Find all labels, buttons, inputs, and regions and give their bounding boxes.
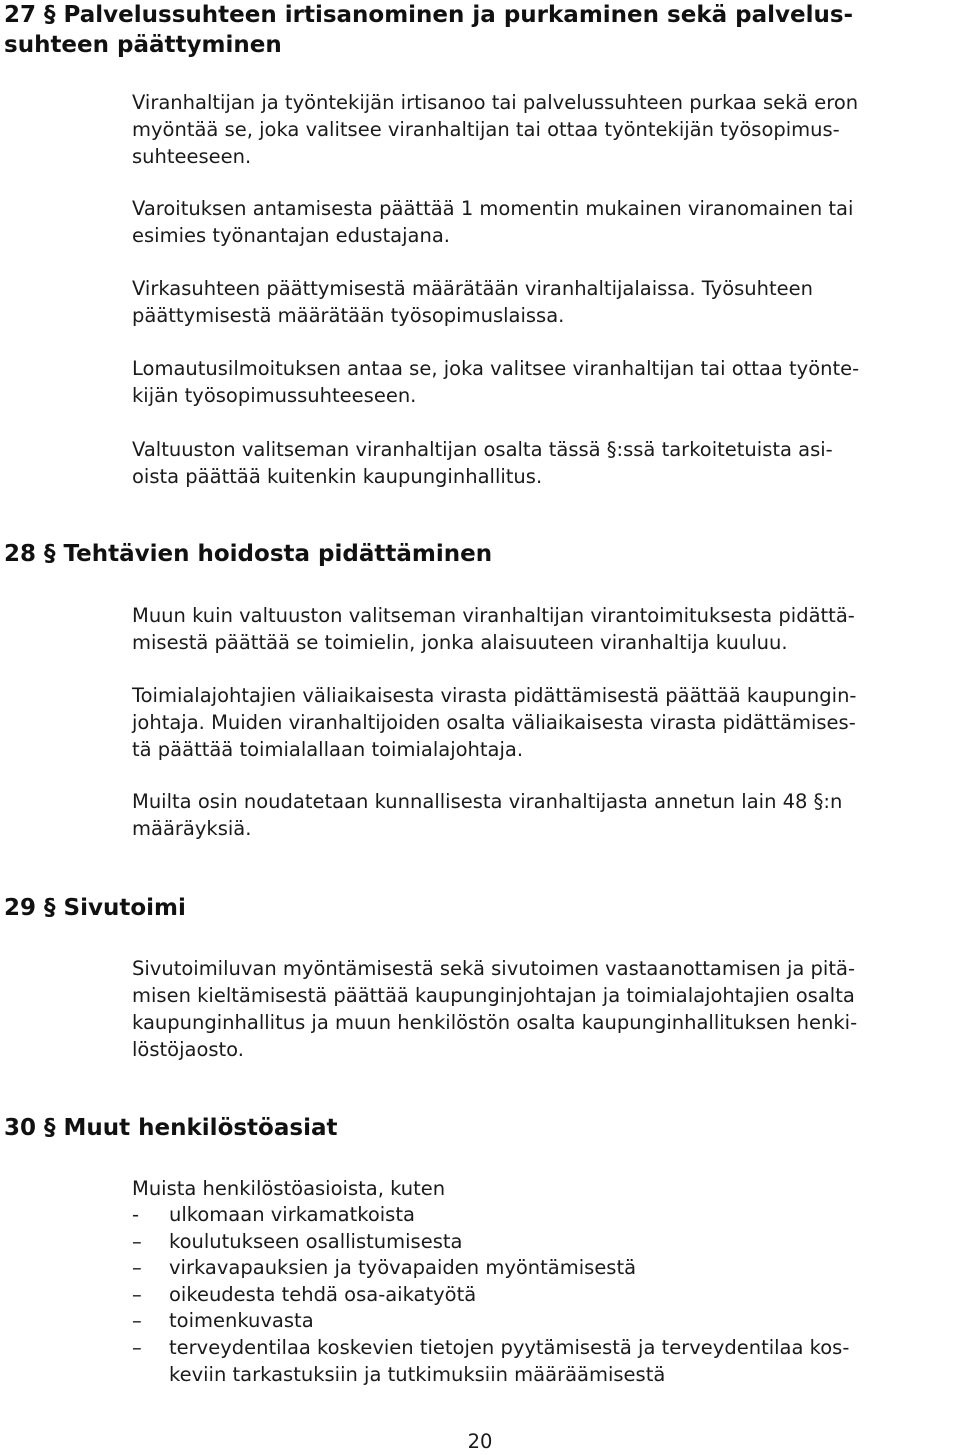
section-27-paragraph-2 bbox=[132, 195, 958, 249]
page-number: 20 bbox=[467, 1430, 493, 1453]
list-item bbox=[132, 1335, 958, 1388]
list-item-text: virkavapauksien ja työvapaiden myöntämisestä bbox=[169, 1256, 637, 1280]
list-item bbox=[132, 1202, 958, 1229]
section-30-intro: Muista henkilöstöasioista, kuten bbox=[132, 1177, 446, 1200]
paragraph-line: myöntää se, joka valitsee viranhaltijan tai ottaa työntekijän työsopimus- bbox=[132, 118, 840, 141]
section-27-paragraph-3 bbox=[132, 275, 958, 329]
list-item-text: oikeudesta tehdä osa-aikatyötä bbox=[169, 1282, 477, 1306]
section-27-paragraph-1 bbox=[132, 89, 958, 170]
list-item-text: koulutukseen osallistumisesta bbox=[169, 1229, 463, 1253]
paragraph-line: misen kieltämisestä päättää kaupunginjohtajan ja toimialajohtajien osalta bbox=[132, 984, 855, 1007]
paragraph-line: kaupunginhallitus ja muun henkilöstön osalta kaupunginhallituksen henki- bbox=[132, 1011, 858, 1034]
list-bullet: – bbox=[132, 1335, 142, 1359]
list-bullet: – bbox=[132, 1229, 142, 1253]
section-29-heading: 29 § Sivutoimi bbox=[4, 895, 186, 921]
paragraph-line: Muun kuin valtuuston valitseman viranhaltijan virantoimituksesta pidättä- bbox=[132, 604, 855, 627]
section-30-list bbox=[132, 1202, 958, 1388]
paragraph-line: Valtuuston valitseman viranhaltijan osalta tässä §:ssä tarkoitetuista asi- bbox=[132, 438, 833, 461]
paragraph-line: suhteeseen. bbox=[132, 145, 252, 168]
section-28-paragraph-1 bbox=[132, 602, 958, 656]
paragraph-line: päättymisestä määrätään työsopimuslaissa. bbox=[132, 304, 565, 327]
list-item bbox=[132, 1255, 958, 1282]
paragraph-line: oista päättää kuitenkin kaupunginhallitus. bbox=[132, 465, 543, 488]
list-item-text: toimenkuvasta bbox=[169, 1309, 314, 1333]
paragraph-line: Lomautusilmoituksen antaa se, joka valitsee viranhaltijan tai ottaa työnte- bbox=[132, 357, 860, 380]
paragraph-line: misestä päättää se toimielin, jonka alaisuuteen viranhaltija kuuluu. bbox=[132, 631, 788, 654]
section-30-heading: 30 § Muut henkilöstöasiat bbox=[4, 1115, 338, 1141]
list-item-text: keviin tarkastuksiin ja tutkimuksiin määräämisestä bbox=[169, 1362, 666, 1386]
paragraph-line: Viranhaltijan ja työntekijän irtisanoo tai palvelussuhteen purkaa sekä eron bbox=[132, 91, 859, 114]
section-29-paragraph-1 bbox=[132, 955, 958, 1063]
section-28-paragraph-2 bbox=[132, 682, 958, 763]
section-27-heading-line-2: suhteen päättyminen bbox=[4, 32, 282, 58]
section-27-heading bbox=[4, 0, 853, 60]
paragraph-line: esimies työnantajan edustajana. bbox=[132, 224, 451, 247]
section-27-heading-line-1: 27 § Palvelussuhteen irtisanominen ja purkaminen sekä palvelus- bbox=[4, 2, 854, 28]
paragraph-line: kijän työsopimussuhteeseen. bbox=[132, 384, 417, 407]
list-bullet: - bbox=[132, 1203, 140, 1226]
paragraph-line: Virkasuhteen päättymisestä määrätään viranhaltijalaissa. Työsuhteen bbox=[132, 277, 814, 300]
list-bullet: – bbox=[132, 1309, 142, 1333]
section-28-paragraph-3 bbox=[132, 788, 958, 842]
paragraph-line: Varoituksen antamisesta päättää 1 momentin mukainen viranomainen tai bbox=[132, 197, 854, 220]
list-item-text: ulkomaan virkamatkoista bbox=[169, 1203, 415, 1226]
paragraph-line: Sivutoimiluvan myöntämisestä sekä sivutoimen vastaanottamisen ja pitä- bbox=[132, 957, 855, 980]
list-item bbox=[132, 1308, 958, 1335]
list-bullet: – bbox=[132, 1282, 142, 1306]
paragraph-line: Toimialajohtajien väliaikaisesta virasta pidättämisestä päättää kaupungin- bbox=[132, 684, 857, 707]
section-27-paragraph-5 bbox=[132, 436, 958, 490]
paragraph-line: löstöjaosto. bbox=[132, 1038, 244, 1061]
section-28-heading: 28 § Tehtävien hoidosta pidättäminen bbox=[4, 541, 493, 567]
paragraph-line: Muilta osin noudatetaan kunnallisesta viranhaltijasta annetun lain 48 §:n bbox=[132, 790, 843, 813]
paragraph-line: tä päättää toimialallaan toimialajohtaja. bbox=[132, 738, 524, 761]
paragraph-line: määräyksiä. bbox=[132, 817, 252, 840]
list-bullet: – bbox=[132, 1256, 142, 1280]
list-item bbox=[132, 1282, 958, 1309]
paragraph-line: johtaja. Muiden viranhaltijoiden osalta väliaikaisesta virasta pidättämises- bbox=[132, 711, 856, 734]
section-27-paragraph-4 bbox=[132, 355, 958, 409]
list-item-text: terveydentilaa koskevien tietojen pyytämisestä ja terveydentilaa kos- bbox=[169, 1335, 850, 1359]
list-item bbox=[132, 1229, 958, 1256]
